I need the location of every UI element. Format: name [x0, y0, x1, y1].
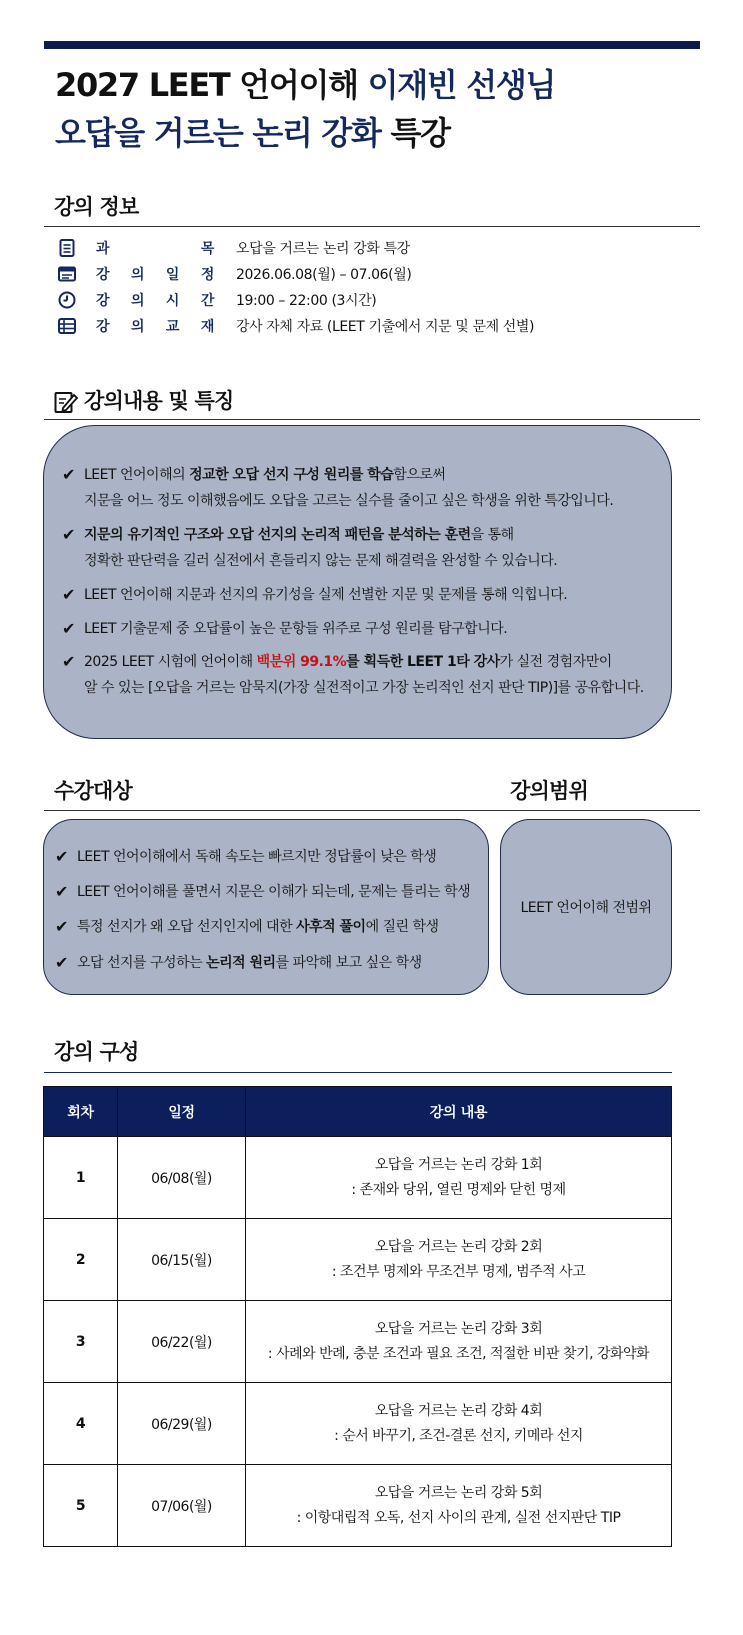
- check-icon: ✔: [55, 917, 68, 936]
- session-date: 06/22(월): [118, 1301, 246, 1383]
- info-heading: 강의 정보: [54, 195, 139, 219]
- audience-divider: [44, 810, 700, 811]
- info-row-time: [58, 289, 377, 311]
- info-label: 강 의 교 재: [96, 319, 214, 335]
- schedule-divider: [44, 1072, 672, 1073]
- info-row-schedule: [58, 263, 412, 285]
- clock-icon: [58, 291, 76, 309]
- title-course: 2027 LEET 언어이해: [55, 66, 368, 104]
- check-icon: ✔: [55, 953, 68, 972]
- check-icon: ✔: [62, 525, 75, 544]
- session-number: 3: [44, 1301, 118, 1383]
- schedule-table: [43, 1086, 672, 1547]
- session-content: 오답을 거르는 논리 강화 4회 : 순서 바꾸기, 조건-결론 선지, 키메라 선지: [246, 1383, 672, 1465]
- info-row-subject: [58, 237, 410, 259]
- info-label: 강 의 시 간: [96, 293, 214, 309]
- session-content: 오답을 거르는 논리 강화 5회 : 이항대립적 오독, 선지 사이의 관계, 실전 선지판단 TIP: [246, 1465, 672, 1547]
- info-value: 2026.06.08(월) – 07.06(월): [236, 267, 412, 283]
- session-content: 오답을 거르는 논리 강화 2회 : 조건부 명제와 무조건부 명제, 범주적 사고: [246, 1219, 672, 1301]
- features-divider: [44, 419, 700, 420]
- session-content: 오답을 거르는 논리 강화 1회 : 존재와 당위, 열린 명제와 닫힌 명제: [246, 1137, 672, 1219]
- info-row-textbook: [58, 315, 535, 337]
- memo-edit-icon: [54, 390, 78, 418]
- table-header-row: [44, 1087, 672, 1137]
- table-row: [44, 1301, 672, 1383]
- audience-heading: 수강대상: [54, 779, 132, 803]
- session-number: 1: [44, 1137, 118, 1219]
- page-title-line1: [55, 64, 555, 106]
- schedule-heading: 강의 구성: [54, 1040, 139, 1064]
- info-value: 오답을 거르는 논리 강화 특강: [236, 241, 410, 257]
- top-accent-bar: [44, 41, 700, 49]
- info-divider: [44, 226, 700, 227]
- info-value: 19:00 – 22:00 (3시간): [236, 293, 377, 309]
- session-date: 06/15(월): [118, 1219, 246, 1301]
- check-icon: ✔: [55, 847, 68, 866]
- title-lecture: 오답을 거르는 논리 강화: [55, 114, 391, 152]
- session-content: 오답을 거르는 논리 강화 3회 : 사례와 반례, 충분 조건과 필요 조건, 적절한 비판 찾기, 강화약화: [246, 1301, 672, 1383]
- features-heading: 강의내용 및 특징: [84, 389, 234, 413]
- session-date: 07/06(월): [118, 1465, 246, 1547]
- table-row: [44, 1137, 672, 1219]
- check-icon: ✔: [55, 882, 68, 901]
- check-icon: ✔: [62, 465, 75, 484]
- scope-heading: 강의범위: [510, 779, 588, 803]
- check-icon: ✔: [62, 652, 75, 671]
- scope-text: LEET 언어이해 전범위: [520, 900, 652, 916]
- title-special: 특강: [390, 114, 450, 152]
- info-value: 강사 자체 자료 (LEET 기출에서 지문 및 문제 선별): [236, 319, 535, 335]
- table-row: [44, 1383, 672, 1465]
- table-row: [44, 1219, 672, 1301]
- book-icon: [58, 317, 76, 335]
- column-header: 회차: [44, 1087, 118, 1137]
- session-date: 06/29(월): [118, 1383, 246, 1465]
- column-header: 일정: [118, 1087, 246, 1137]
- session-number: 5: [44, 1465, 118, 1547]
- info-label: 강 의 일 정: [96, 267, 214, 283]
- session-date: 06/08(월): [118, 1137, 246, 1219]
- info-label: 과 목: [96, 241, 214, 257]
- table-row: [44, 1465, 672, 1547]
- title-instructor: 이재빈 선생님: [367, 66, 556, 104]
- document-icon: [58, 239, 76, 257]
- calendar-icon: [58, 265, 76, 283]
- session-number: 2: [44, 1219, 118, 1301]
- column-header: 강의 내용: [246, 1087, 672, 1137]
- page-title-line2: [55, 112, 450, 154]
- session-number: 4: [44, 1383, 118, 1465]
- check-icon: ✔: [62, 585, 75, 604]
- check-icon: ✔: [62, 619, 75, 638]
